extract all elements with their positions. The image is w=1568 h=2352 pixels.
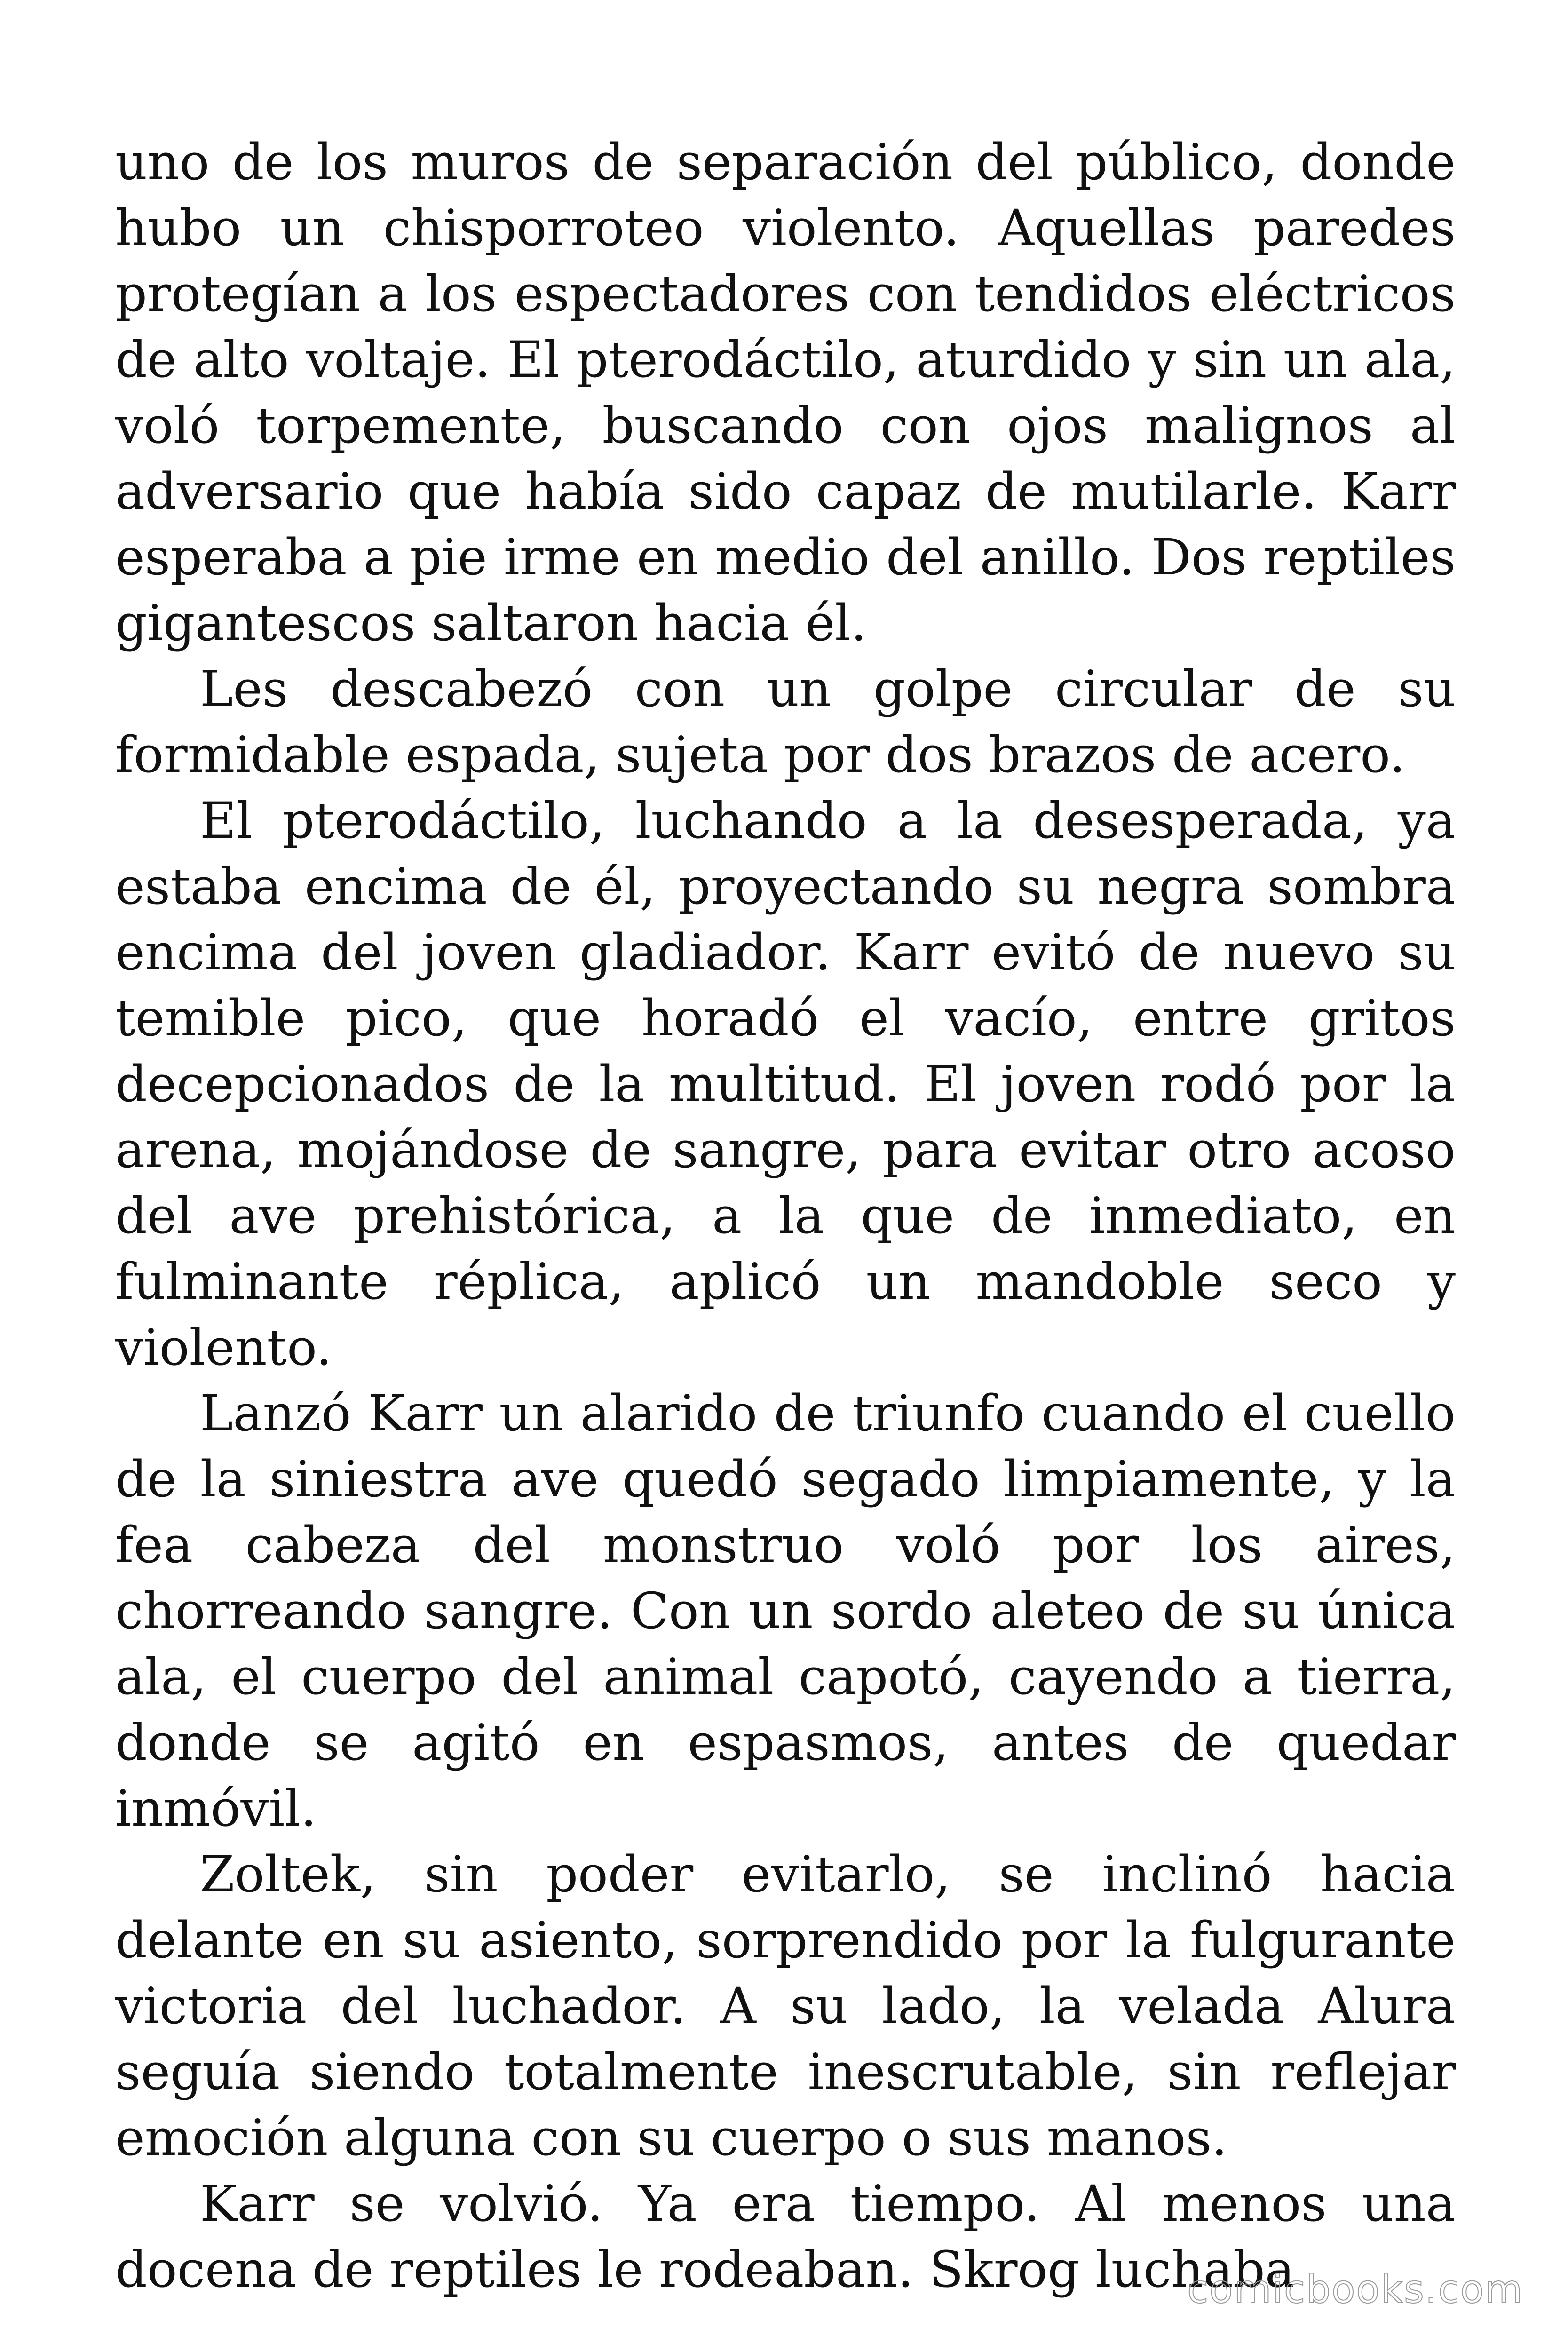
paragraph: Zoltek, sin poder evitarlo, se inclinó hacia delante en su asiento, sorprendido por la fulgurante victoria del luchador. A su lado, la velada Alura seguía siendo totalmente inescrutable, sin reflejar emoción alguna con su cuerpo o sus manos. xyxy=(115,1845,1456,2167)
paragraph: Les descabezó con un golpe circular de su formidable espada, sujeta por dos brazos de acero. xyxy=(115,660,1456,784)
site-watermark: comicbooks.com xyxy=(1187,2267,1523,2312)
book-page-text xyxy=(115,129,1456,2303)
paragraph: uno de los muros de separación del público, donde hubo un chisporroteo violento. Aquellas paredes protegían a los espectadores con tendidos eléctricos de alto voltaje. El pterodáctilo, aturdido y sin un ala, voló torpemente, buscando con ojos malignos al adversario que había sido capaz de mutilarle. Karr esperaba a pie irme en medio del anillo. Dos reptiles gigantescos saltaron hacia él. xyxy=(115,133,1456,652)
paragraph: Karr se volvió. Ya era tiempo. Al menos una docena de reptiles le rodeaban. Skrog luchaba xyxy=(115,2175,1456,2298)
paragraph: El pterodáctilo, luchando a la desesperada, ya estaba encima de él, proyectando su negra sombra encima del joven gladiador. Karr evitó de nuevo su temible pico, que horadó el vacío, entre gritos decepcionados de la multitud. El joven rodó por la arena, mojándose de sangre, para evitar otro acoso del ave prehistórica, a la que de inmediato, en fulminante réplica, aplicó un mandoble seco y violento. xyxy=(115,792,1456,1376)
paragraph: Lanzó Karr un alarido de triunfo cuando el cuello de la siniestra ave quedó segado limpiamente, y la fea cabeza del monstruo voló por los aires, chorreando sangre. Con un sordo aleteo de su única ala, el cuerpo del animal capotó, cayendo a tierra, donde se agitó en espasmos, antes de quedar inmóvil. xyxy=(115,1384,1456,1837)
